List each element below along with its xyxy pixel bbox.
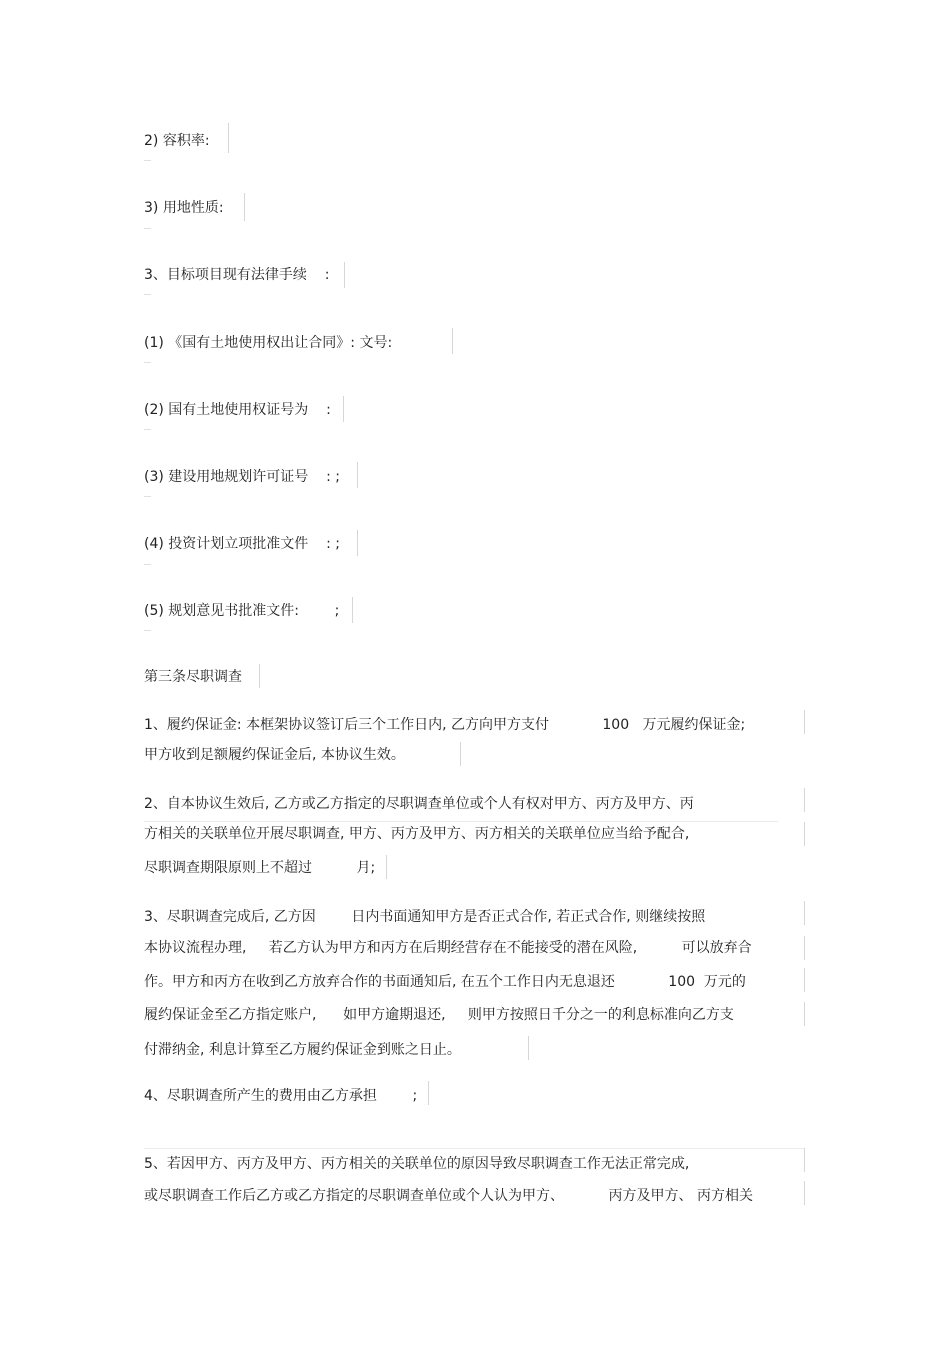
text-line-l12: 2、自本协议生效后, 乙方或乙方指定的尽职调查单位或个人有权对甲方、丙方及甲方、丙 [144, 796, 694, 812]
text-line-l22: 或尽职调查工作后乙方或乙方指定的尽职调查单位或个人认为甲方、 丙方及甲方、 丙方相关 [144, 1188, 753, 1204]
line-marker [144, 362, 151, 363]
text-line-l18: 履约保证金至乙方指定账户, 如甲方逾期退还, 则甲方按照日千分之一的利息标准向乙方支 [144, 1007, 734, 1023]
line-marker [144, 564, 151, 565]
text-line-l14: 尽职调查期限原则上不超过 月; [144, 860, 376, 876]
text-line-l01: 2) 容积率: [144, 133, 210, 149]
line-marker [144, 160, 151, 161]
field-divider [344, 262, 345, 288]
text-line-l11: 甲方收到足额履约保证金后, 本协议生效。 [144, 747, 405, 763]
field-divider [386, 855, 387, 879]
text-line-l03: 3、目标项目现有法律手续 : [144, 267, 330, 283]
field-divider [804, 710, 805, 734]
text-line-l19: 付滞纳金, 利息计算至乙方履约保证金到账之日止。 [144, 1042, 461, 1058]
line-marker [144, 496, 151, 497]
field-divider [259, 664, 260, 688]
line-marker [144, 630, 151, 631]
line-marker [144, 429, 151, 430]
text-line-l15: 3、尽职调查完成后, 乙方因 日内书面通知甲方是否正式合作, 若正式合作, 则继续按照 [144, 909, 706, 925]
field-divider [804, 901, 805, 925]
field-divider [244, 193, 245, 221]
text-line-l10: 1、履约保证金: 本框架协议签订后三个工作日内, 乙方向甲方支付 100 万元履约保证金; [144, 717, 746, 733]
field-divider [804, 936, 805, 960]
field-divider [352, 597, 353, 623]
table-rule [144, 1148, 804, 1149]
text-line-l08: (5) 规划意见书批准文件: ; [144, 603, 340, 619]
text-line-l16: 本协议流程办理, 若乙方认为甲方和丙方在后期经营存在不能接受的潜在风险, 可以放弃合 [144, 940, 752, 956]
field-divider [804, 968, 805, 992]
text-line-l05: (2) 国有土地使用权证号为 : [144, 402, 331, 418]
text-line-l07: (4) 投资计划立项批准文件 : ; [144, 536, 340, 552]
field-divider [804, 822, 805, 846]
field-divider [357, 530, 358, 556]
text-line-l04: (1) 《国有土地使用权出让合同》: 文号: [144, 335, 393, 351]
line-marker [144, 294, 151, 295]
field-divider [804, 1181, 805, 1205]
field-divider [228, 123, 229, 153]
field-divider [804, 1148, 805, 1172]
text-line-l02: 3) 用地性质: [144, 200, 224, 216]
field-divider [460, 742, 461, 766]
field-divider [357, 462, 358, 488]
field-divider [428, 1081, 429, 1105]
line-marker [144, 228, 151, 229]
text-line-l09: 第三条尽职调查 [144, 669, 242, 685]
text-line-l21: 5、若因甲方、丙方及甲方、丙方相关的关联单位的原因导致尽职调查工作无法正常完成, [144, 1156, 690, 1172]
table-rule [144, 821, 778, 822]
text-line-l06: (3) 建设用地规划许可证号 : ; [144, 469, 340, 485]
text-line-l20: 4、尽职调查所产生的费用由乙方承担 ; [144, 1088, 418, 1104]
text-line-l13: 方相关的关联单位开展尽职调查, 甲方、丙方及甲方、丙方相关的关联单位应当给予配合, [144, 826, 690, 842]
text-line-l17: 作。甲方和丙方在收到乙方放弃合作的书面通知后, 在五个工作日内无息退还 100 万元的 [144, 974, 746, 990]
field-divider [452, 328, 453, 354]
field-divider [343, 396, 344, 422]
field-divider [528, 1036, 529, 1060]
field-divider [804, 1002, 805, 1026]
field-divider [804, 788, 805, 812]
